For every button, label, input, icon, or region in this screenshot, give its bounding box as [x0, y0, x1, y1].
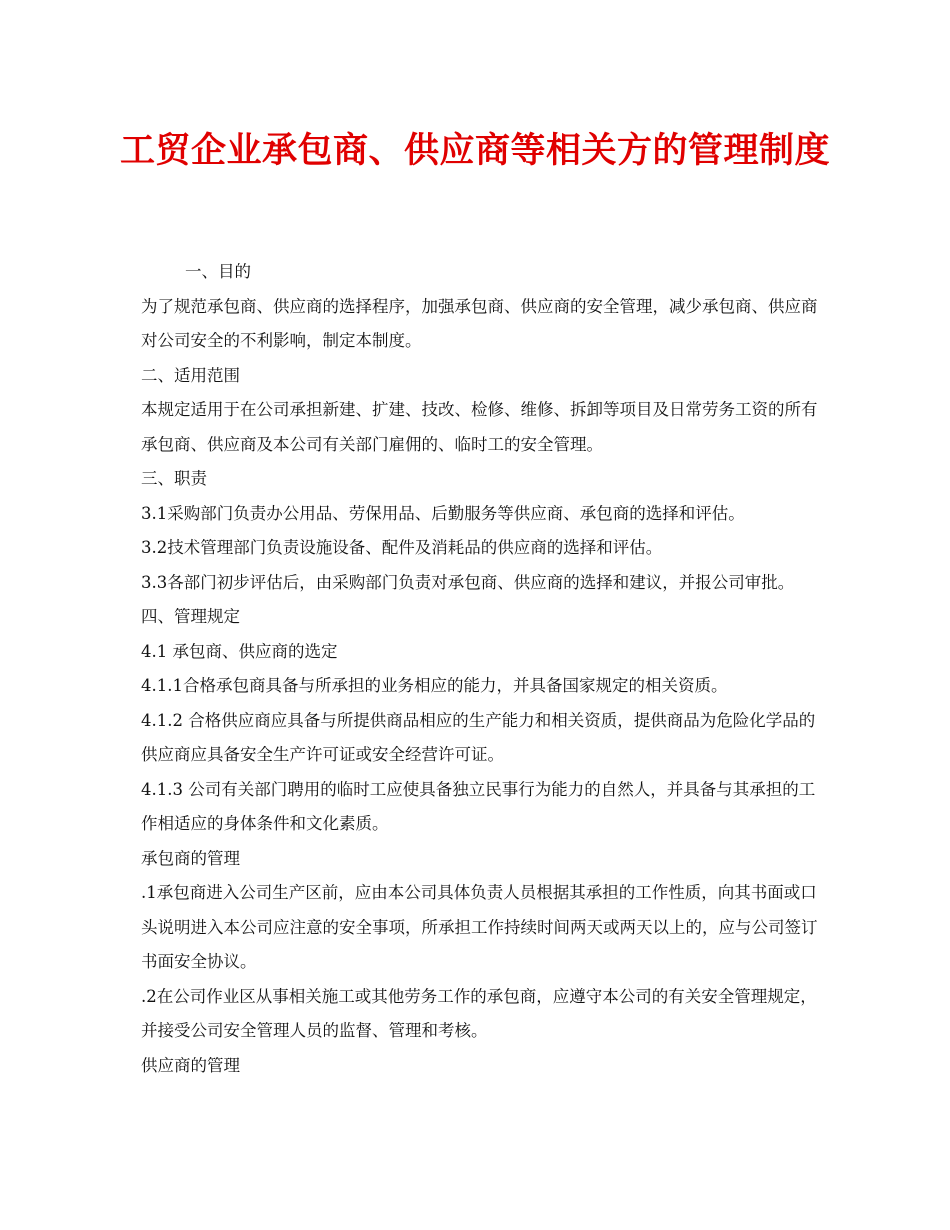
- section-heading-purpose: 一、目的: [185, 262, 251, 281]
- paragraph-purpose: 为了规范承包商、供应商的选择程序，加强承包商、供应商的安全管理，减少承包商、供应商对公司安全的不利影响，制定本制度。: [141, 296, 818, 350]
- section-heading-scope: 二、适用范围: [141, 365, 240, 385]
- paragraph-contractor-2: .2在公司作业区从事相关施工或其他劳务工作的承包商，应遵守本公司的有关安全管理规定，并接受公司安全管理人员的监督、管理和考核。: [141, 986, 817, 1040]
- document-title: 工贸企业承包商、供应商等相关方的管理制度: [120, 130, 831, 171]
- paragraph-contractor-1: .1承包商进入公司生产区前，应由本公司具体负责人员根据其承担的工作性质，向其书面或口头说明进入本公司应注意的安全事项，所承担工作持续时间两天或两天以上的，应与公司签订书面安全协议。: [141, 883, 818, 971]
- paragraph-4-1-1: 4.1.1合格承包商具备与所承担的业务相应的能力，并具备国家规定的相关资质。: [141, 676, 728, 695]
- paragraph-4-1-2: 4.1.2 合格供应商应具备与所提供商品相应的生产能力和相关资质，提供商品为危险化学品的供应商应具备安全生产许可证或安全经营许可证。: [141, 710, 816, 764]
- paragraph-4-1-3: 4.1.3 公司有关部门聘用的临时工应使具备独立民事行为能力的自然人，并具备与其承担的工作相适应的身体条件和文化素质。: [141, 779, 816, 833]
- paragraph-scope: 本规定适用于在公司承担新建、扩建、技改、检修、维修、拆卸等项目及日常劳务工资的所有承包商、供应商及本公司有关部门雇佣的、临时工的安全管理。: [141, 400, 818, 454]
- paragraph-3-2: 3.2技术管理部门负责设施设备、配件及消耗品的供应商的选择和评估。: [141, 538, 663, 557]
- section-heading-management: 四、管理规定: [141, 607, 240, 626]
- paragraph-3-1: 3.1采购部门负责办公用品、劳保用品、后勤服务等供应商、承包商的选择和评估。: [141, 503, 745, 523]
- subheading-supplier-management: 供应商的管理: [141, 1055, 240, 1075]
- document-body: [141, 255, 826, 1083]
- section-heading-responsibilities: 三、职责: [141, 469, 207, 488]
- paragraph-3-3: 3.3各部门初步评估后，由采购部门负责对承包商、供应商的选择和建议，并报公司审批。: [141, 572, 795, 592]
- paragraph-4-1: 4.1 承包商、供应商的选定: [141, 641, 338, 661]
- subheading-contractor-management: 承包商的管理: [141, 848, 240, 868]
